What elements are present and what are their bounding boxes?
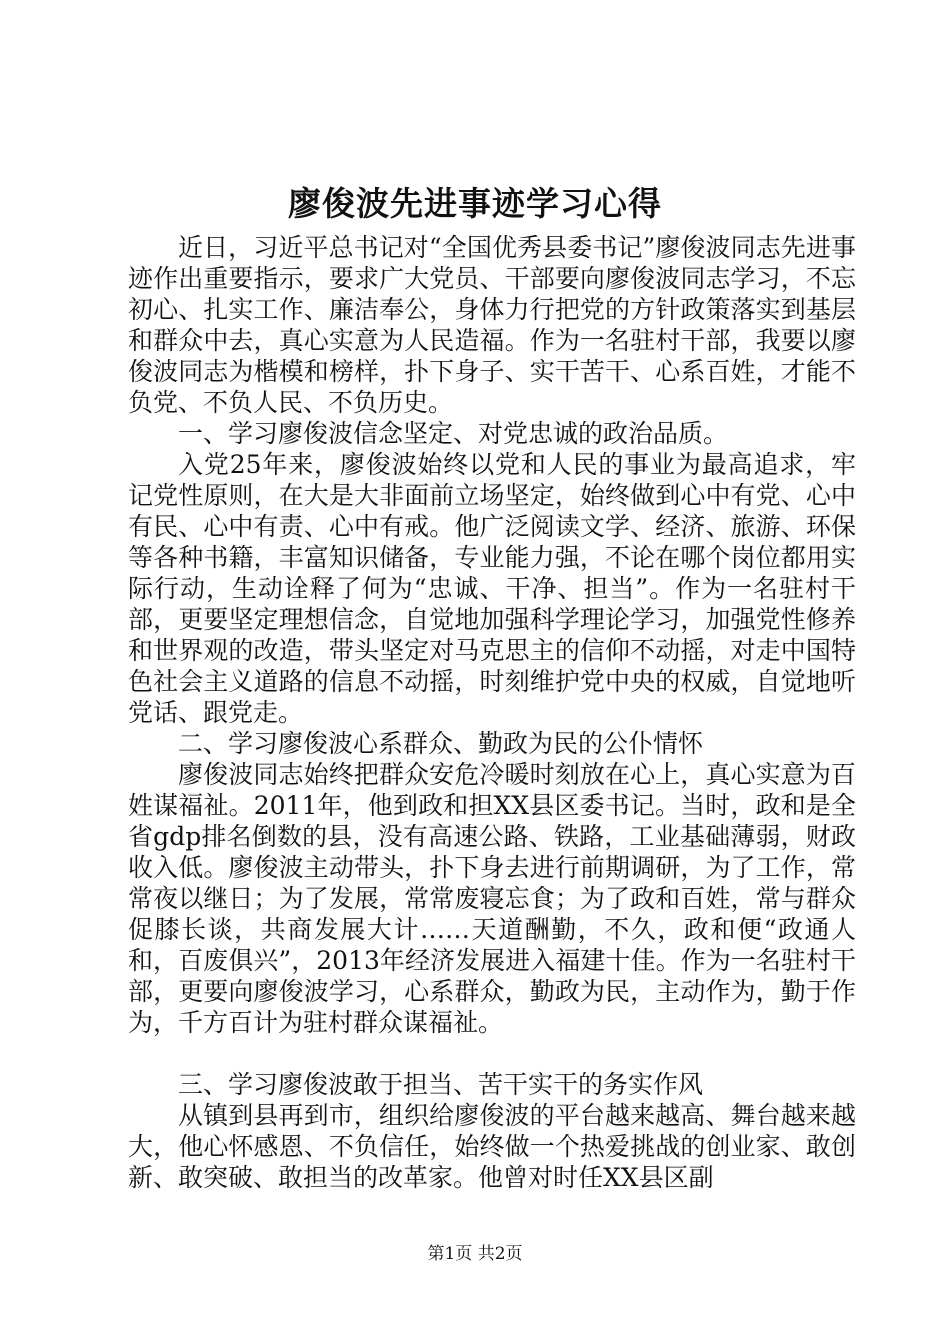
- blank-line: [128, 1038, 856, 1069]
- document-body: [128, 232, 856, 1193]
- paragraph-intro: 近日，习近平总书记对“全国优秀县委书记”廖俊波同志先进事迹作出重要指示，要求广大党员、干部要向廖俊波同志学习，不忘初心、扎实工作、廉洁奉公，身体力行把党的方针政策落实到基层和群众中去，真心实意为人民造福。作为一名驻村干部，我要以廖俊波同志为楷模和榜样，扑下身子、实干苦干、心系百姓，才能不负党、不负人民、不负历史。: [128, 233, 856, 417]
- document-title: 廖俊波先进事迹学习心得: [288, 184, 662, 223]
- paragraph-section-2: 廖俊波同志始终把群众安危冷暖时刻放在心上，真心实意为百姓谋福祉。2011年，他到政和担XX县区委书记。当时，政和是全省gdp排名倒数的县，没有高速公路、铁路，工业基础薄弱，财政收入低。廖俊波主动带头，扑下身去进行前期调研，为了工作，常常夜以继日；为了发展，常常废寝忘食；为了政和百姓，常与群众促膝长谈，共商发展大计……天道酬勤，不久，政和便“政通人和，百废俱兴”，2013年经济发展进入福建十佳。作为一名驻村干部，更要向廖俊波学习，心系群众，勤政为民，主动作为，勤于作为，千方百计为驻村群众谋福祉。: [128, 760, 856, 1037]
- section-heading-3: 三、学习廖俊波敢于担当、苦干实干的务实作风: [178, 1070, 704, 1099]
- page-footer: 第1页 共2页: [427, 1244, 523, 1264]
- section-heading-1: 一、学习廖俊波信念坚定、对党忠诚的政治品质。: [178, 419, 729, 448]
- section-heading-2: 二、学习廖俊波心系群众、勤政为民的公仆情怀: [178, 729, 704, 758]
- paragraph-section-1: 入党25年来，廖俊波始终以党和人民的事业为最高追求，牢记党性原则，在大是大非面前立场坚定，始终做到心中有党、心中有民、心中有责、心中有戒。他广泛阅读文学、经济、旅游、环保等各种书籍，丰富知识储备，专业能力强，不论在哪个岗位都用实际行动，生动诠释了何为“忠诚、干净、担当”。作为一名驻村干部，更要坚定理想信念，自觉地加强科学理论学习，加强党性修养和世界观的改造，带头坚定对马克思主的信仰不动摇，对走中国特色社会主义道路的信息不动摇，时刻维护党中央的权威，自觉地听党话、跟党走。: [128, 450, 856, 727]
- paragraph-section-3: 从镇到县再到市，组织给廖俊波的平台越来越高、舞台越来越大，他心怀感恩、不负信任，始终做一个热爱挑战的创业家、敢创新、敢突破、敢担当的改革家。他曾对时任XX县区副: [128, 1101, 856, 1192]
